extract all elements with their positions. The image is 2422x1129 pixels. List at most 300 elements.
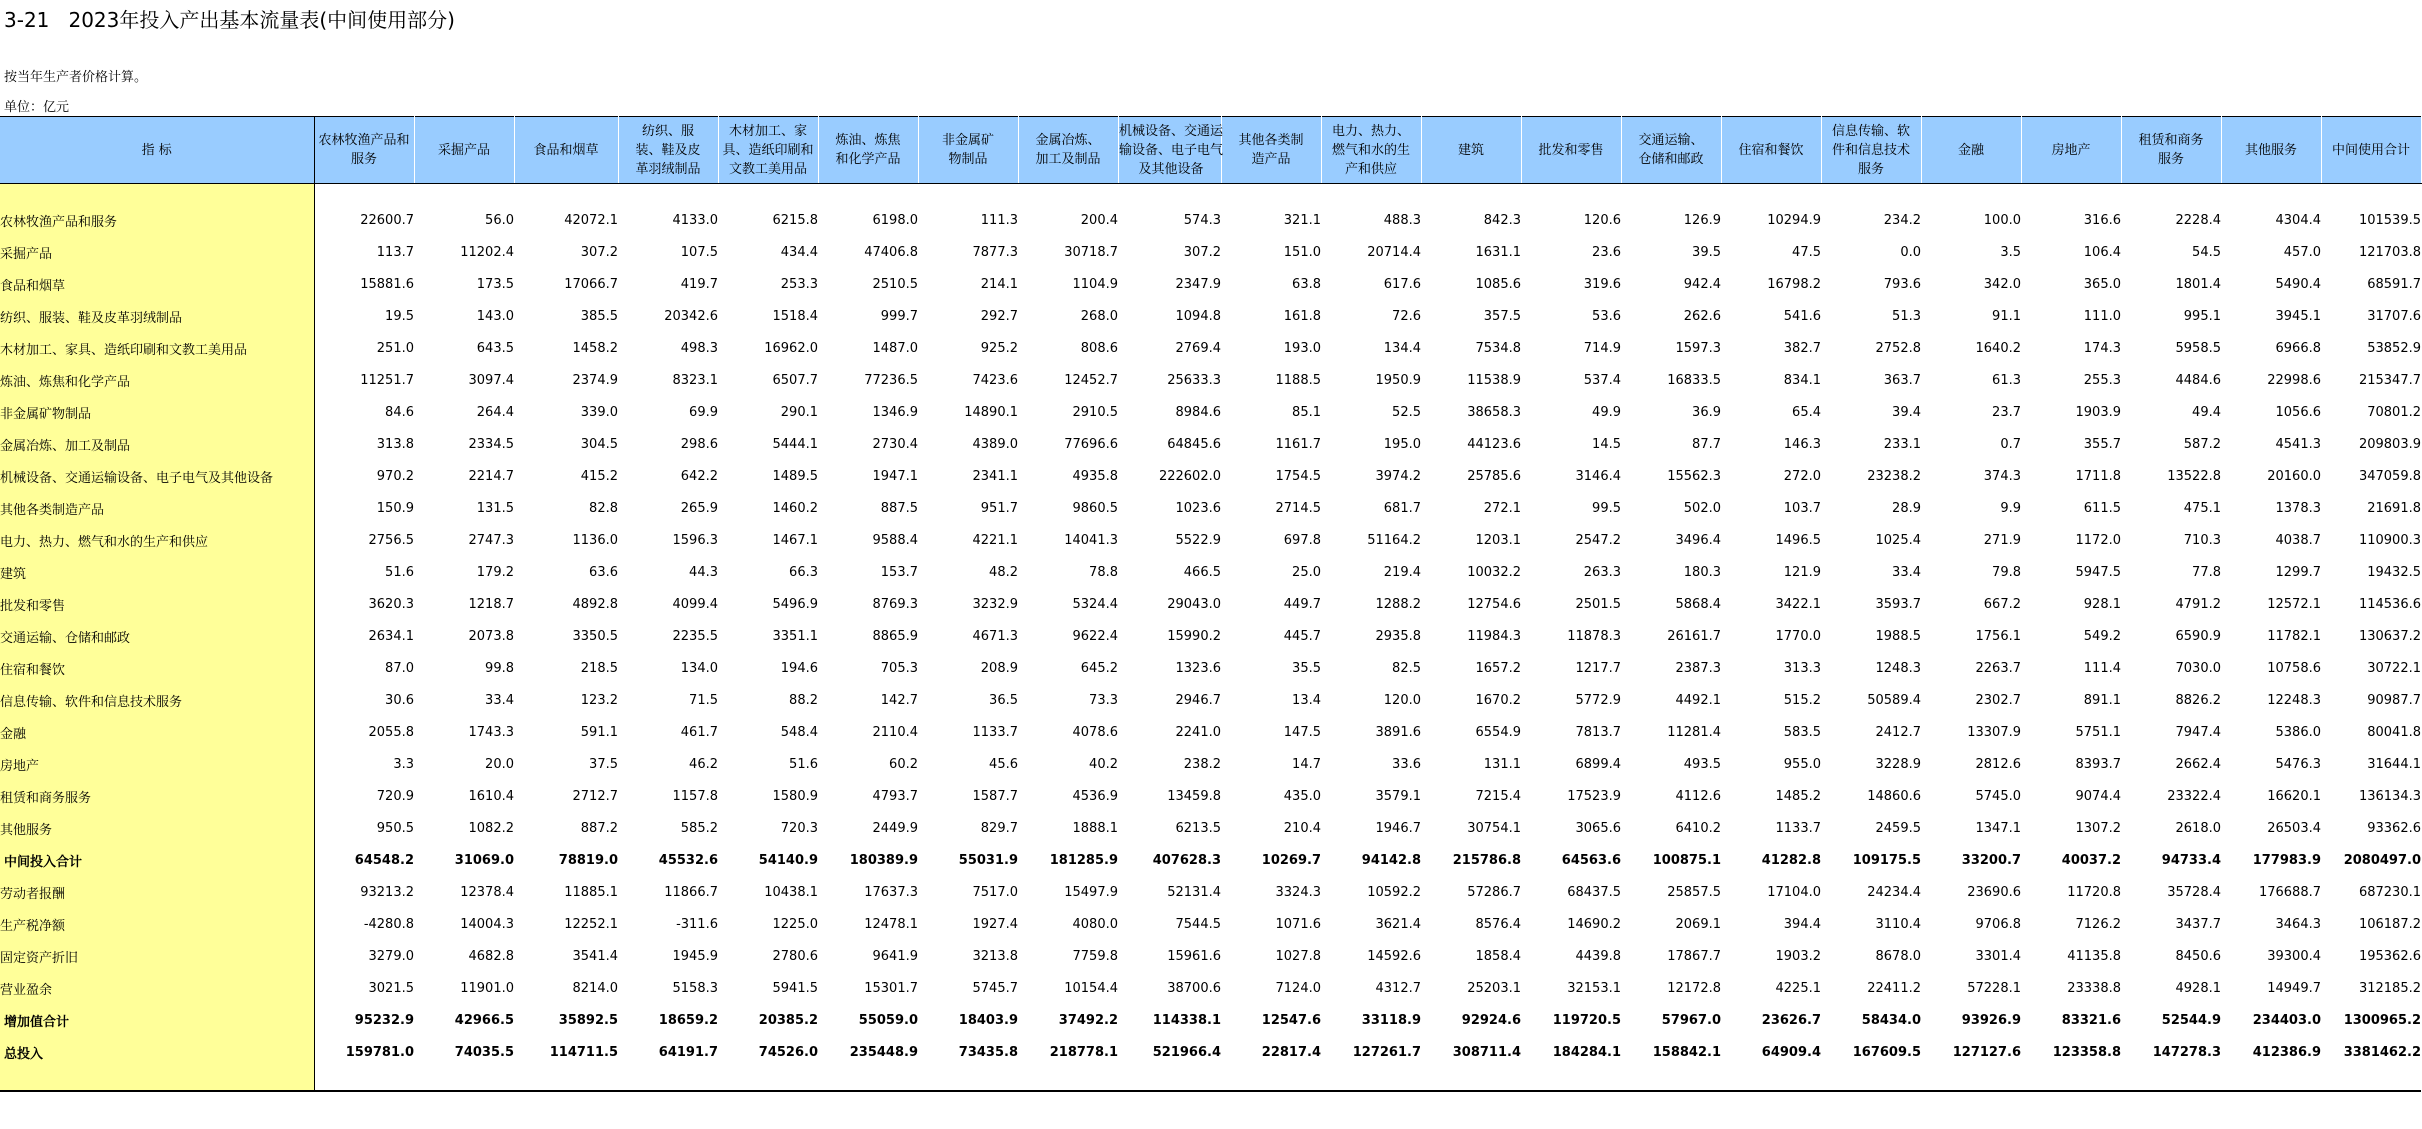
value-cell: 90987.7 (2367, 692, 2421, 708)
value-cell: 109175.5 (1852, 852, 1921, 868)
value-cell: 255.3 (2083, 372, 2121, 388)
value-cell: 45532.6 (658, 852, 718, 868)
value-cell: 521966.4 (1152, 1044, 1221, 1060)
value-cell: 64548.2 (354, 852, 414, 868)
value-cell: 9074.4 (2075, 788, 2121, 804)
value-cell: 13522.8 (2167, 468, 2221, 484)
value-cell: 7215.4 (1475, 788, 1521, 804)
value-cell: 48.2 (989, 564, 1018, 580)
value-cell: 264.4 (476, 404, 514, 420)
value-cell: 31707.6 (2367, 308, 2421, 324)
spacer-cell (2121, 184, 2221, 205)
value-cell: 66.3 (789, 564, 818, 580)
value-cell: 2334.5 (468, 436, 514, 452)
table-row (0, 652, 2421, 684)
column-header: 建筑 (1421, 117, 1521, 184)
value-cell: 33.4 (1892, 564, 1921, 580)
value-cell: 1133.7 (972, 724, 1018, 740)
value-cell: 10758.6 (2267, 660, 2321, 676)
value-cell: 30718.7 (1064, 244, 1118, 260)
value-cell: 290.1 (780, 404, 818, 420)
value-cell: 720.3 (780, 820, 818, 836)
value-cell: 502.0 (1683, 500, 1721, 516)
value-cell: 35728.4 (2167, 884, 2221, 900)
value-cell: 180389.9 (849, 852, 918, 868)
value-cell: 3301.4 (1975, 948, 2021, 964)
row-label: 信息传输、软件和信息技术服务 (0, 684, 314, 716)
value-cell: 161.8 (1283, 308, 1321, 324)
column-header: 信息传输、软件和信息技术服务 (1821, 117, 1921, 184)
value-cell: 123358.8 (2052, 1044, 2121, 1060)
value-cell: 33200.7 (1961, 852, 2021, 868)
spacer-cell (718, 184, 818, 205)
value-cell: 5476.3 (2275, 756, 2321, 772)
value-cell: 1458.2 (572, 340, 618, 356)
value-cell: 20.0 (485, 756, 514, 772)
value-cell: 4892.8 (572, 596, 618, 612)
value-cell: 35892.5 (558, 1012, 618, 1028)
value-cell: 347059.8 (2358, 468, 2421, 484)
value-cell: 412386.9 (2252, 1044, 2321, 1060)
value-cell: 39.4 (1892, 404, 1921, 420)
value-cell: 16833.5 (1667, 372, 1721, 388)
value-cell: 1631.1 (1475, 244, 1521, 260)
value-cell: 1947.1 (872, 468, 918, 484)
row-label: 劳动者报酬 (0, 876, 314, 908)
value-cell: 55031.9 (958, 852, 1018, 868)
value-cell: 18659.2 (658, 1012, 718, 1028)
spacer-cell (2021, 184, 2121, 205)
value-cell: 143.0 (476, 308, 514, 324)
spacer-cell (1321, 1068, 1421, 1091)
value-cell: 37.5 (589, 756, 618, 772)
value-cell: 1657.2 (1475, 660, 1521, 676)
value-cell: 77696.6 (1064, 436, 1118, 452)
table-body (0, 184, 2421, 1092)
value-cell: 667.2 (1983, 596, 2021, 612)
value-cell: 9622.4 (1072, 628, 1118, 644)
value-cell: 2055.8 (368, 724, 414, 740)
value-cell: 2228.4 (2175, 212, 2221, 228)
column-header: 非金属矿物制品 (918, 117, 1018, 184)
value-cell: 17867.7 (1667, 948, 1721, 964)
value-cell: 1945.9 (672, 948, 718, 964)
total-row (0, 1036, 2421, 1068)
value-cell: 10269.7 (1261, 852, 1321, 868)
value-cell: 2910.5 (1072, 404, 1118, 420)
table-row (0, 236, 2421, 268)
value-cell: 15961.6 (1167, 948, 1221, 964)
value-cell: 44123.6 (1467, 436, 1521, 452)
value-cell: 6213.5 (1175, 820, 1221, 836)
spacer-cell (1221, 184, 1321, 205)
value-cell: 8450.6 (2175, 948, 2221, 964)
row-label: 建筑 (0, 556, 314, 588)
value-cell: 37492.2 (1058, 1012, 1118, 1028)
value-cell: 153.7 (880, 564, 918, 580)
value-cell: 13307.9 (1967, 724, 2021, 740)
value-cell: 3593.7 (1875, 596, 1921, 612)
column-header: 纺织、服装、鞋及皮革羽绒制品 (618, 117, 718, 184)
value-cell: 829.7 (980, 820, 1018, 836)
value-cell: 3541.4 (572, 948, 618, 964)
value-cell: 4671.3 (972, 628, 1018, 644)
value-cell: 355.7 (2083, 436, 2121, 452)
value-cell: 1188.5 (1275, 372, 1321, 388)
spacer-cell (2221, 184, 2321, 205)
value-cell: 9.9 (2000, 500, 2021, 516)
value-cell: 457.0 (2283, 244, 2321, 260)
spacer-cell (2321, 184, 2421, 205)
value-cell: 321.1 (1283, 212, 1321, 228)
value-cell: 272.0 (1783, 468, 1821, 484)
value-cell: 15881.6 (360, 276, 414, 292)
value-cell: 4078.6 (1072, 724, 1118, 740)
value-cell: 49.4 (2192, 404, 2221, 420)
value-cell: 1743.3 (468, 724, 514, 740)
value-cell: 1025.4 (1875, 532, 1921, 548)
value-cell: 842.3 (1483, 212, 1521, 228)
value-cell: 697.8 (1283, 532, 1321, 548)
value-cell: 7759.8 (1072, 948, 1118, 964)
spacer-cell (1821, 184, 1921, 205)
total-row (0, 1004, 2421, 1036)
value-cell: 54.5 (2192, 244, 2221, 260)
value-cell: 6966.8 (2275, 340, 2321, 356)
table-row (0, 556, 2421, 588)
value-cell: 25857.5 (1667, 884, 1721, 900)
value-cell: 4536.9 (1072, 788, 1118, 804)
value-cell: 5745.0 (1975, 788, 2021, 804)
value-cell: 10032.2 (1467, 564, 1521, 580)
value-cell: -4280.8 (363, 916, 414, 932)
value-cell: 12172.8 (1667, 980, 1721, 996)
value-cell: 2341.1 (972, 468, 1018, 484)
value-cell: 2935.8 (1375, 628, 1421, 644)
value-cell: 2752.8 (1875, 340, 1921, 356)
table-row (0, 204, 2421, 236)
value-cell: 263.3 (1583, 564, 1621, 580)
value-cell: 17523.9 (1567, 788, 1621, 804)
value-cell: 1946.7 (1375, 820, 1421, 836)
value-cell: 4080.0 (1072, 916, 1118, 932)
value-cell: -311.6 (676, 916, 718, 932)
value-cell: 130637.2 (2358, 628, 2421, 644)
value-cell: 1711.8 (2075, 468, 2121, 484)
value-cell: 46.2 (689, 756, 718, 772)
row-label: 批发和零售 (0, 588, 314, 620)
value-cell: 85.1 (1292, 404, 1321, 420)
value-cell: 111.0 (2083, 308, 2121, 324)
value-cell: 2080497.0 (2343, 852, 2421, 868)
value-cell: 2712.7 (572, 788, 618, 804)
value-cell: 22411.2 (1867, 980, 1921, 996)
value-cell: 313.3 (1783, 660, 1821, 676)
value-cell: 123.2 (580, 692, 618, 708)
value-cell: 1299.7 (2275, 564, 2321, 580)
value-cell: 15990.2 (1167, 628, 1221, 644)
table-row (0, 908, 2421, 940)
page-title: 3-21 2023年投入产出基本流量表(中间使用部分) (4, 8, 455, 32)
value-cell: 30.6 (385, 692, 414, 708)
value-cell: 8984.6 (1175, 404, 1221, 420)
value-cell: 36.9 (1692, 404, 1721, 420)
value-cell: 22817.4 (1261, 1044, 1321, 1060)
row-label: 住宿和餐饮 (0, 652, 314, 684)
value-cell: 1770.0 (1775, 628, 1821, 644)
value-cell: 150.9 (376, 500, 414, 516)
value-cell: 25203.1 (1467, 980, 1521, 996)
value-cell: 720.9 (376, 788, 414, 804)
value-cell: 5444.1 (772, 436, 818, 452)
value-cell: 17104.0 (1767, 884, 1821, 900)
value-cell: 20714.4 (1367, 244, 1421, 260)
row-label: 其他各类制造产品 (0, 492, 314, 524)
value-cell: 617.6 (1383, 276, 1421, 292)
value-cell: 1596.3 (672, 532, 718, 548)
value-cell: 42966.5 (454, 1012, 514, 1028)
value-cell: 3146.4 (1575, 468, 1621, 484)
value-cell: 357.5 (1483, 308, 1521, 324)
value-cell: 19.5 (385, 308, 414, 324)
value-cell: 1225.0 (772, 916, 818, 932)
value-cell: 158842.1 (1652, 1044, 1721, 1060)
value-cell: 11782.1 (2267, 628, 2321, 644)
spacer-cell (414, 184, 514, 205)
spacer-cell (618, 184, 718, 205)
value-cell: 415.2 (580, 468, 618, 484)
table-row (0, 716, 2421, 748)
value-cell: 466.5 (1183, 564, 1221, 580)
spacer-label-cell (0, 184, 314, 205)
value-cell: 110900.3 (2358, 532, 2421, 548)
value-cell: 180.3 (1683, 564, 1721, 580)
value-cell: 1218.7 (468, 596, 514, 612)
value-cell: 8865.9 (872, 628, 918, 644)
value-cell: 928.1 (2083, 596, 2121, 612)
value-cell: 218778.1 (1049, 1044, 1118, 1060)
value-cell: 8214.0 (572, 980, 618, 996)
value-cell: 33.4 (485, 692, 514, 708)
value-cell: 131.1 (1483, 756, 1521, 772)
table-row (0, 748, 2421, 780)
value-cell: 3228.9 (1875, 756, 1921, 772)
row-label: 非金属矿物制品 (0, 396, 314, 428)
value-cell: 253.3 (780, 276, 818, 292)
value-cell: 10438.1 (764, 884, 818, 900)
value-cell: 113.7 (376, 244, 414, 260)
row-label: 增加值合计 (0, 1004, 314, 1036)
value-cell: 537.4 (1583, 372, 1621, 388)
row-label: 营业盈余 (0, 972, 314, 1004)
value-cell: 63.8 (1292, 276, 1321, 292)
value-cell: 234.2 (1883, 212, 1921, 228)
value-cell: 10592.2 (1367, 884, 1421, 900)
value-cell: 131.5 (476, 500, 514, 516)
value-cell: 2756.5 (368, 532, 414, 548)
column-header: 食品和烟草 (514, 117, 618, 184)
value-cell: 195.0 (1383, 436, 1421, 452)
table-row (0, 524, 2421, 556)
value-cell: 38658.3 (1467, 404, 1521, 420)
row-label: 固定资产折旧 (0, 940, 314, 972)
value-cell: 71.5 (689, 692, 718, 708)
row-label: 木材加工、家具、造纸印刷和文教工美用品 (0, 332, 314, 364)
spacer-cell (1521, 1068, 1621, 1091)
value-cell: 1300965.2 (2343, 1012, 2421, 1028)
row-label: 炼油、炼焦和化学产品 (0, 364, 314, 396)
row-label: 交通运输、仓储和邮政 (0, 620, 314, 652)
table-header-row (0, 117, 2421, 184)
row-label: 机械设备、交通运输设备、电子电气及其他设备 (0, 460, 314, 492)
value-cell: 78819.0 (558, 852, 618, 868)
value-cell: 2812.6 (1975, 756, 2021, 772)
table-row (0, 780, 2421, 812)
value-cell: 94142.8 (1361, 852, 1421, 868)
value-cell: 1597.3 (1675, 340, 1721, 356)
value-cell: 5496.9 (772, 596, 818, 612)
value-cell: 53.6 (1592, 308, 1621, 324)
value-cell: 58434.0 (1861, 1012, 1921, 1028)
value-cell: 11866.7 (664, 884, 718, 900)
column-header: 房地产 (2021, 117, 2121, 184)
value-cell: 548.4 (780, 724, 818, 740)
value-cell: 2634.1 (368, 628, 414, 644)
value-cell: 4225.1 (1775, 980, 1821, 996)
value-cell: 99.5 (1592, 500, 1621, 516)
value-cell: 1104.9 (1072, 276, 1118, 292)
value-cell: 55059.0 (858, 1012, 918, 1028)
value-cell: 60.2 (889, 756, 918, 772)
value-cell: 5386.0 (2275, 724, 2321, 740)
value-cell: 93926.9 (1961, 1012, 2021, 1028)
value-cell: 475.1 (2183, 500, 2221, 516)
table-row (0, 460, 2421, 492)
value-cell: 1056.6 (2275, 404, 2321, 420)
value-cell: 11984.3 (1467, 628, 1521, 644)
spacer-cell (2021, 1068, 2121, 1091)
value-cell: 176688.7 (2258, 884, 2321, 900)
value-cell: 4682.8 (468, 948, 514, 964)
value-cell: 4439.8 (1575, 948, 1621, 964)
value-cell: 1085.6 (1475, 276, 1521, 292)
value-cell: 52.5 (1392, 404, 1421, 420)
value-cell: 44.3 (689, 564, 718, 580)
table-row (0, 332, 2421, 364)
value-cell: 214.1 (980, 276, 1018, 292)
value-cell: 4793.7 (872, 788, 918, 804)
value-cell: 29043.0 (1167, 596, 1221, 612)
spacer-label-cell (0, 1068, 314, 1091)
column-header: 机械设备、交通运输设备、电子电气及其他设备 (1118, 117, 1221, 184)
value-cell: 1580.9 (772, 788, 818, 804)
value-cell: 3232.9 (972, 596, 1018, 612)
value-cell: 121.9 (1783, 564, 1821, 580)
value-cell: 9860.5 (1072, 500, 1118, 516)
spacer-cell (314, 1068, 414, 1091)
value-cell: 20342.6 (664, 308, 718, 324)
value-cell: 63.6 (589, 564, 618, 580)
value-cell: 64845.6 (1167, 436, 1221, 452)
value-cell: 1161.7 (1275, 436, 1321, 452)
value-cell: 3974.2 (1375, 468, 1421, 484)
row-label: 中间投入合计 (0, 844, 314, 876)
value-cell: 20385.2 (758, 1012, 818, 1028)
row-label: 房地产 (0, 748, 314, 780)
value-cell: 645.2 (1080, 660, 1118, 676)
value-cell: 591.1 (580, 724, 618, 740)
value-cell: 2730.4 (872, 436, 918, 452)
value-cell: 173.5 (476, 276, 514, 292)
value-cell: 435.0 (1283, 788, 1321, 804)
value-cell: 5947.5 (2075, 564, 2121, 580)
value-cell: 23626.7 (1761, 1012, 1821, 1028)
value-cell: 26503.4 (2267, 820, 2321, 836)
value-cell: 365.0 (2083, 276, 2121, 292)
column-header: 电力、热力、燃气和水的生产和供应 (1321, 117, 1421, 184)
table-row (0, 684, 2421, 716)
value-cell: 7947.4 (2175, 724, 2221, 740)
value-cell: 20160.0 (2267, 468, 2321, 484)
value-cell: 40037.2 (2061, 852, 2121, 868)
spacer-cell (1921, 184, 2021, 205)
spacer-cell (818, 184, 918, 205)
value-cell: 1082.2 (468, 820, 514, 836)
table-row (0, 428, 2421, 460)
table-row (0, 396, 2421, 428)
value-cell: 4038.7 (2275, 532, 2321, 548)
value-cell: 4928.1 (2175, 980, 2221, 996)
value-cell: 793.6 (1883, 276, 1921, 292)
value-cell: 643.5 (476, 340, 514, 356)
column-header: 交通运输、仓储和邮政 (1621, 117, 1721, 184)
value-cell: 64909.4 (1761, 1044, 1821, 1060)
value-cell: 2946.7 (1175, 692, 1221, 708)
value-cell: 7126.2 (2075, 916, 2121, 932)
value-cell: 73435.8 (958, 1044, 1018, 1060)
value-cell: 2347.9 (1175, 276, 1221, 292)
value-cell: 11901.0 (460, 980, 514, 996)
spacer-cell (1321, 184, 1421, 205)
value-cell: 705.3 (880, 660, 918, 676)
value-cell: 9641.9 (872, 948, 918, 964)
io-flow-table (0, 116, 2422, 1092)
value-cell: 3579.1 (1375, 788, 1421, 804)
value-cell: 419.7 (680, 276, 718, 292)
value-cell: 1027.8 (1275, 948, 1321, 964)
value-cell: 9706.8 (1975, 916, 2021, 932)
spacer-row (0, 184, 2421, 205)
value-cell: 65.4 (1792, 404, 1821, 420)
value-cell: 887.5 (880, 500, 918, 516)
spacer-cell (514, 1068, 618, 1091)
value-cell: 56.0 (485, 212, 514, 228)
value-cell: 88.2 (789, 692, 818, 708)
value-cell: 4791.2 (2175, 596, 2221, 612)
value-cell: 64563.6 (1561, 852, 1621, 868)
value-cell: 24234.4 (1867, 884, 1921, 900)
value-cell: 1640.2 (1975, 340, 2021, 356)
value-cell: 11538.9 (1467, 372, 1521, 388)
value-cell: 4304.4 (2275, 212, 2321, 228)
table-row (0, 940, 2421, 972)
value-cell: 298.6 (680, 436, 718, 452)
value-cell: 583.5 (1783, 724, 1821, 740)
value-cell: 57967.0 (1661, 1012, 1721, 1028)
value-cell: 8393.7 (2075, 756, 2121, 772)
value-cell: 47406.8 (864, 244, 918, 260)
value-cell: 30754.1 (1467, 820, 1521, 836)
